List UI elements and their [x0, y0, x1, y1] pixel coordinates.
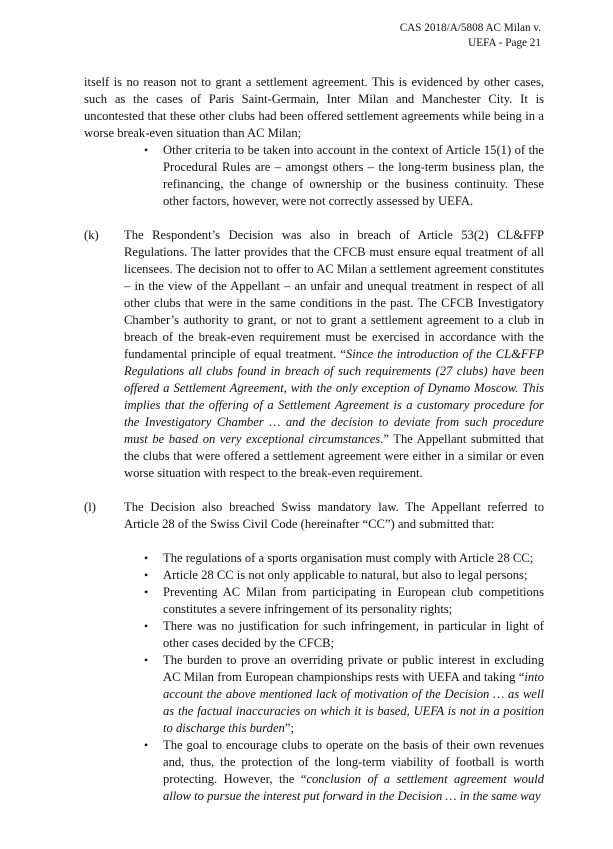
bullet-icon: •	[144, 551, 149, 565]
bullet-icon: •	[144, 585, 149, 599]
paragraph-text: The Decision also breached Swiss mandatory law. The Appellant referred to Article 28 of the Swiss Civil Code (hereinafter “CC”) and submitted that:	[124, 500, 544, 531]
list-item-text: The regulations of a sports organisation must comply with Article 28 CC;	[163, 551, 534, 565]
bullet-icon: •	[144, 653, 149, 667]
bullet-text: Other criteria to be taken into account in the context of Article 15(1) of the Procedural Rules are – amongst others – the long-term business plan, the refinancing, the change of ownership or the business continuity. These other factors, however, were not correctly assessed by UEFA.	[163, 143, 544, 208]
paragraph-label: (k)	[84, 228, 99, 242]
paragraph-text-after: ” The Appellant submitted that the clubs that were offered a settlement agreement were either in a similar or even worse situation with respect to the break-even requirement.	[124, 432, 545, 480]
list-item-text-after: ”;	[284, 721, 294, 735]
list-item-text: The burden to prove an overriding private or public interest in excluding AC Milan from European championships rests with UEFA and taking “	[163, 653, 544, 684]
list-item-text: The goal to encourage clubs to operate on the basis of their own revenues and, thus, the protection of the long-term viability of football is worth protecting. However, the “	[163, 738, 544, 786]
bullet-icon: •	[144, 619, 149, 633]
header-case-reference: CAS 2018/A/5808 AC Milan v.	[399, 22, 541, 34]
list-item	[84, 550, 544, 567]
list-item	[84, 652, 544, 737]
bullet-icon: •	[144, 143, 149, 157]
list-item	[84, 584, 544, 618]
list-item-quote: conclusion of a settlement agreement would allow to pursue the interest put forward in the Decision … in the same way	[163, 772, 544, 803]
list-item-text: Preventing AC Milan from participating in European club competitions constitutes a severe infringement of its personality rights;	[163, 585, 544, 616]
list-item	[84, 737, 544, 805]
document-body	[84, 74, 544, 805]
list-item-text: Article 28 CC is not only applicable to natural, but also to legal persons;	[163, 568, 528, 582]
continuation-paragraph: itself is no reason not to grant a settlement agreement. This is evidenced by other cases, such as the cases of Paris Saint-Germain, Inter Milan and Manchester City. It is uncontested that these other clubs had been offered settlement agreements while being in a worse break-even situation than AC Milan;	[84, 75, 544, 140]
page-header	[400, 21, 541, 51]
paragraph-text: The Respondent’s Decision was also in breach of Article 53(2) CL&FFP Regulations. The latter provides that the CFCB must ensure equal treatment of all licensees. The decision not to offer to AC Milan a settlement agreement constitutes – in the view of the Appellant – an unfair and unequal treatment in respect of all other clubs that were in the same conditions in the past. The CFCB Investigatory Chamber’s authority to grant, or not to grant a settlement agreement to a club in breach of the break-even requirement must be exercised in accordance with the fundamental principle of equal treatment. “	[124, 228, 544, 361]
list-item-text: There was no justification for such infringement, in particular in light of other cases decided by the CFCB;	[163, 619, 544, 650]
paragraph-l	[84, 499, 544, 533]
bullet-icon: •	[144, 568, 149, 582]
paragraph-k	[84, 227, 544, 482]
bullet-other-criteria	[84, 142, 544, 210]
paragraph-quote: Since the introduction of the CL&FFP Regulations all clubs found in breach of such requirements (27 clubs) have been offered a Settlement Agreement, with the only exception of Dynamo Moscow. This implies that the offering of a Settlement Agreement is a customary procedure for the Investigatory Chamber … and the decision to deviate from such procedure must be based on very exceptional circumstances.	[124, 347, 544, 446]
header-page-number: UEFA - Page 21	[468, 37, 541, 49]
paragraph-label: (l)	[84, 500, 96, 514]
list-item	[84, 567, 544, 584]
list-item-quote: into account the above mentioned lack of motivation of the Decision … as well as the factual inaccuracies on which it is based, UEFA is not in a position to discharge this burden	[163, 670, 544, 735]
bullet-list	[84, 550, 544, 805]
bullet-icon: •	[144, 738, 149, 752]
list-item	[84, 618, 544, 652]
